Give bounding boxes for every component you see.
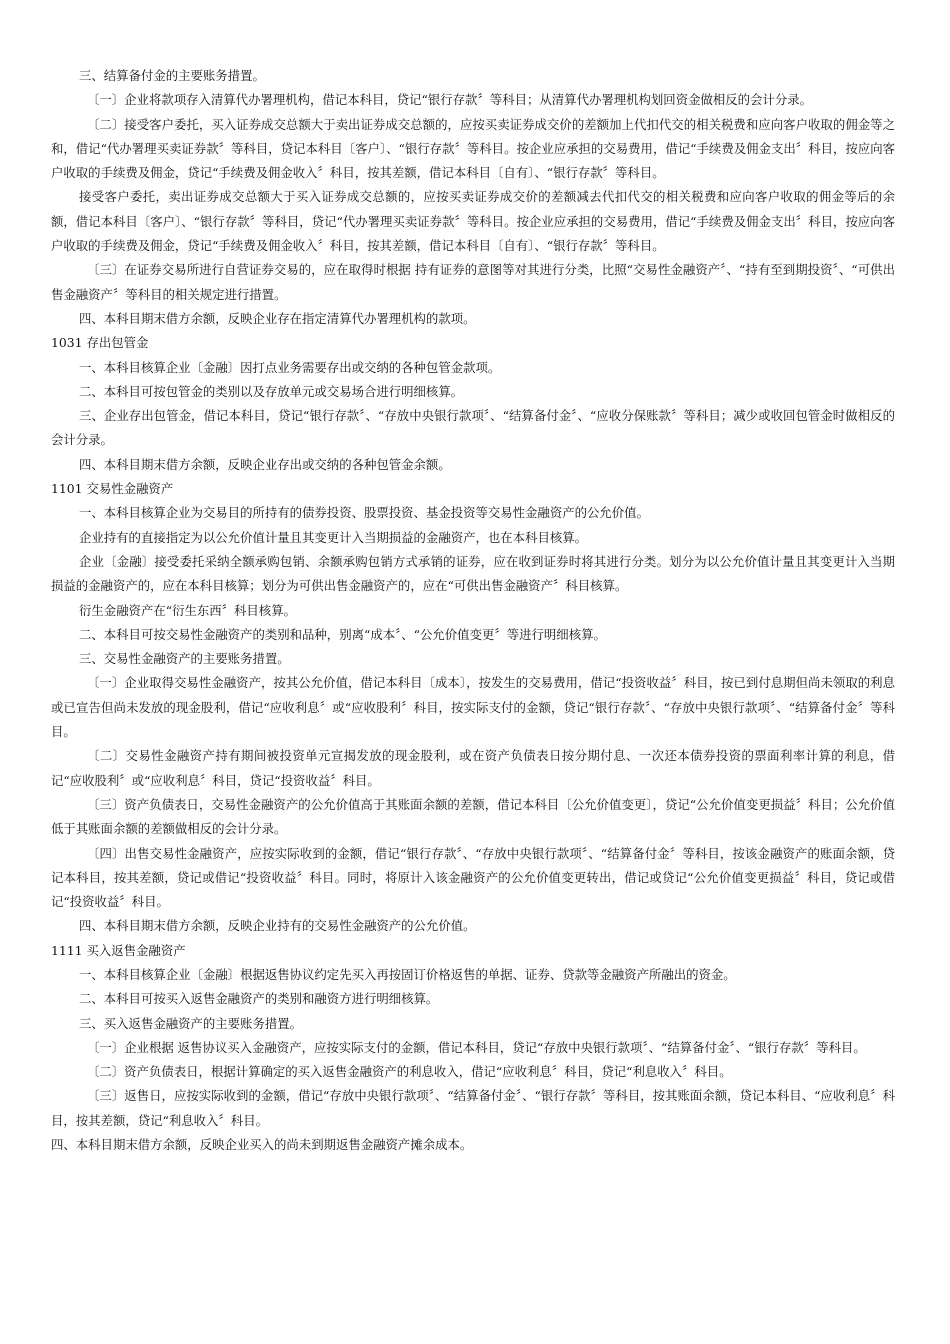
paragraph: 二、本科目可按交易性金融资产的类别和品种，别离“成本〞、“公允价值变更〞等进行明细核算。 [79, 626, 606, 642]
section-heading: 1031 存出包管金 [51, 335, 149, 351]
paragraph: 〔三〕资产负债表日，交易性金融资产的公允价值高于其账面余额的差额，借记本科目〔公允价值变更〕，贷记“公允价值变更损益〞科目；公允价值低于其账面余额的差额做相反的会计分录。 [51, 796, 895, 837]
paragraph: 四、本科目期末借方余额，反映企业存在指定清算代办署理机构的款项。 [79, 310, 476, 326]
paragraph: 〔一〕企业将款项存入清算代办署理机构，借记本科目，贷记“银行存款〞等科目；从清算代办署理机构划回资金做相反的会计分录。 [87, 92, 812, 108]
paragraph: 〔四〕出售交易性金融资产，应按实际收到的金额，借记“银行存款〞、“存放中央银行款项〞、“结算备付金〞等科目，按该金融资产的账面余额，贷记本科目，按其差额，贷记或借记“投资收益〞科目。同时，将原计入该金融资产的公允价值变更转出，借记或贷记“公允价值变更损益〞科目，贷记或借记“投资收益〞科目。 [51, 845, 895, 910]
paragraph: 二、本科目可按买入返售金融资产的类别和融资方进行明细核算。 [79, 991, 439, 1007]
paragraph: 企业〔金融〕接受委托采纳全额承购包销、余额承购包销方式承销的证券，应在收到证券时将其进行分类。划分为以公允价值计量且其变更计入当期损益的金融资产的，应在本科目核算；划分为可供出售金融资产的，应在“可供出售金融资产〞科目核算。 [51, 553, 895, 594]
paragraph: 三、买入返售金融资产的主要账务措置。 [79, 1015, 303, 1031]
paragraph: 一、本科目核算企业〔金融〕根据返售协议约定先买入再按固订价格返售的单据、证券、贷款等金融资产所融出的资金。 [79, 966, 736, 982]
paragraph: 四、本科目期末借方余额，反映企业买入的尚未到期返售金融资产摊余成本。 [51, 1137, 473, 1153]
paragraph: 三、交易性金融资产的主要账务措置。 [79, 651, 290, 667]
paragraph: 一、本科目核算企业为交易目的所持有的债券投资、股票投资、基金投资等交易性金融资产的公允价值。 [79, 505, 649, 521]
paragraph: 〔三〕在证券交易所进行自营证券交易的，应在取得时根据 持有证券的意图等对其进行分类，比照“交易性金融资产〞、“持有至到期投资〞、“可供出售金融资产〞等科目的相关规定进行措置。 [51, 262, 895, 302]
paragraph: 〔二〕交易性金融资产持有期间被投资单元宣揭发放的现金股利，或在资产负债表日按分期付息、一次还本债券投资的票面利率计算的利息，借记“应收股利〞或“应收利息〞科目，贷记“投资收益〞科目。 [51, 748, 895, 788]
paragraph: 二、本科目可按包管金的类别以及存放单元或交易场合进行明细核算。 [79, 383, 464, 399]
paragraph: 〔一〕企业根据 返售协议买入金融资产，应按实际支付的金额，借记本科目，贷记“存放中央银行款项〞、“结算备付金〞、“银行存款〞等科目。 [87, 1039, 866, 1055]
paragraph: 衍生金融资产在“衍生东西〞科目核算。 [79, 602, 296, 618]
section-heading: 1111 买入返售金融资产 [51, 942, 186, 958]
paragraph: 三、结算备付金的主要账务措置。 [79, 68, 265, 83]
section-heading: 1101 交易性金融资产 [51, 481, 174, 497]
paragraph: 〔三〕返售日，应按实际收到的金额，借记“存放中央银行款项〞、“结算备付金〞、“银行存款〞等科目，按其账面余额，贷记本科目、“应收利息〞科目，按其差额，贷记“利息收入〞科目。 [51, 1088, 895, 1128]
paragraph: 〔二〕资产负债表日，根据计算确定的买入返售金融资产的利息收入，借记“应收利息〞科目，贷记“利息收入〞科目。 [87, 1064, 732, 1080]
paragraph: 接受客户委托，卖出证券成交总额大于买入证券成交总额的，应按买卖证券成交价的差额减去代扣代交的相关税费和应向客户收取的佣金等后的余额，借记本科目〔客户〕、“银行存款〞等科目，贷记“代办署理买卖证券款〞等科目。按企业应承担的交易费用，借记“手续费及佣金支出〞科目，按应向客户收取的手续费及佣金，贷记“手续费及佣金收入〞科目，按其差额，借记本科目〔自有〕、“银行存款〞等科目。 [51, 189, 895, 254]
paragraph: 〔二〕接受客户委托，买入证券成交总额大于卖出证券成交总额的，应按买卖证券成交价的差额加上代扣代交的相关税费和应向客户收取的佣金等之和，借记“代办署理买卖证券款〞等科目，贷记本科目〔客户〕、“银行存款〞等科目。按企业应承担的交易费用，借记“手续费及佣金支出〞科目，按应向客户收取的手续费及佣金，贷记“手续费及佣金收入〞科目，按其差额，借记本科目〔自有〕、“银行存款〞等科目。 [51, 116, 895, 181]
paragraph: 一、本科目核算企业〔金融〕因打点业务需要存出或交纳的各种包管金款项。 [79, 359, 501, 375]
paragraph: 〔一〕企业取得交易性金融资产，按其公允价值，借记本科目〔成本〕，按发生的交易费用，借记“投资收益〞科目，按已到付息期但尚未领取的利息或已宣告但尚未发放的现金股利，借记“应收利息〞或“应收股利〞科目，按实际支付的金额，贷记“银行存款〞、“存放中央银行款项〞、“结算备付金〞等科目。 [51, 675, 895, 740]
paragraph: 四、本科目期末借方余额，反映企业存出或交纳的各种包管金余额。 [79, 456, 451, 472]
paragraph: 四、本科目期末借方余额，反映企业持有的交易性金融资产的公允价值。 [79, 918, 476, 934]
paragraph: 三、企业存出包管金，借记本科目，贷记“银行存款〞、“存放中央银行款项〞、“结算备付金〞、“应收分保账款〞等科目；减少或收回包管金时做相反的会计分录。 [51, 408, 895, 448]
paragraph: 企业持有的直接指定为以公允价值计量且其变更计入当期损益的金融资产，也在本科目核算。 [79, 529, 588, 545]
